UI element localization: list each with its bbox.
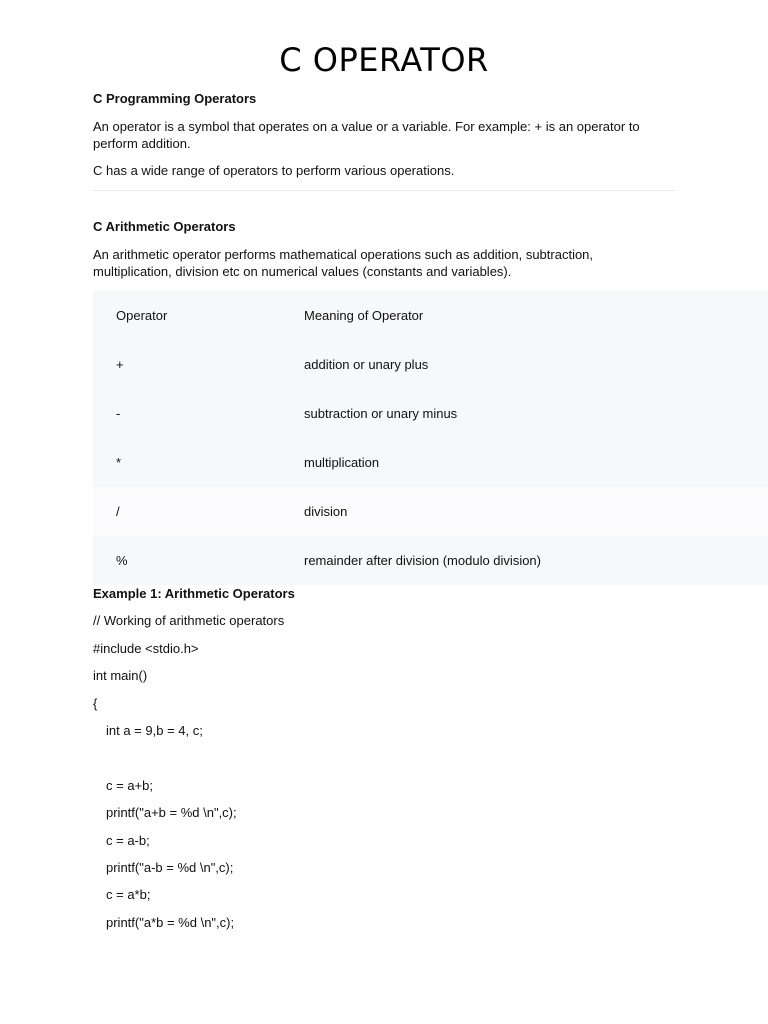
code-line: int main(): [93, 668, 148, 684]
code-line: int a = 9,b = 4, c;: [106, 722, 203, 738]
paragraph-arithmetic-definition: An arithmetic operator performs mathematical operations such as addition, subtraction, multiplication, division etc on numerical values (constants and variables).: [93, 247, 594, 279]
section-divider: [93, 190, 675, 191]
table-cell-operator: /: [116, 504, 120, 519]
example-heading: Example 1: Arithmetic Operators: [93, 586, 295, 601]
code-line-blank: [93, 749, 693, 776]
table-row: [93, 536, 768, 585]
code-line: c = a+b;: [106, 777, 153, 793]
paragraph-operator-definition: An operator is a symbol that operates on a value or a variable. For example: + is an operator to perform addition.: [93, 119, 640, 151]
code-line: printf("a+b = %d \n",c);: [106, 805, 237, 821]
table-header-operator: Operator: [116, 308, 168, 323]
operator-table: [93, 291, 768, 585]
table-cell-operator: %: [116, 553, 128, 568]
intro-section: [93, 90, 675, 280]
section-heading-programming-operators: C Programming Operators: [93, 91, 257, 106]
code-line: {: [93, 695, 98, 711]
table-header-row: [93, 291, 768, 340]
example-section: [93, 585, 693, 941]
table-header-meaning: Meaning of Operator: [304, 308, 424, 323]
table-cell-meaning: multiplication: [304, 455, 380, 470]
table-row: [93, 340, 768, 389]
table-row: [93, 487, 768, 536]
table-cell-meaning: addition or unary plus: [304, 357, 429, 372]
code-line: c = a*b;: [106, 887, 151, 903]
table-cell-meaning: division: [304, 504, 348, 519]
table-row: [93, 438, 768, 487]
code-line: c = a-b;: [106, 832, 150, 848]
section-heading-arithmetic-operators: C Arithmetic Operators: [93, 219, 236, 234]
code-line: printf("a-b = %d \n",c);: [106, 859, 234, 875]
paragraph-operator-range: C has a wide range of operators to perform various operations.: [93, 163, 455, 178]
table-cell-operator: *: [116, 455, 122, 470]
table-cell-meaning: remainder after division (modulo division): [304, 553, 541, 568]
table-row: [93, 389, 768, 438]
table-cell-meaning: subtraction or unary minus: [304, 406, 458, 421]
table-cell-operator: -: [116, 406, 121, 421]
code-line: #include <stdio.h>: [93, 640, 199, 656]
code-line: // Working of arithmetic operators: [93, 613, 285, 629]
table-cell-operator: +: [116, 357, 124, 372]
code-line: printf("a*b = %d \n",c);: [106, 914, 235, 930]
page-title: C OPERATOR: [279, 41, 489, 79]
